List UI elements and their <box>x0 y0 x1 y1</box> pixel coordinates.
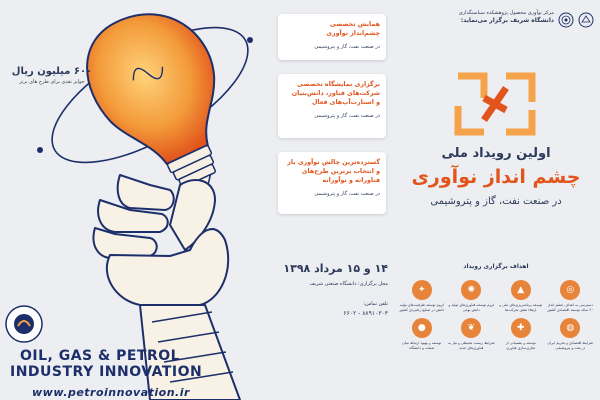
goal-item <box>497 318 545 350</box>
handshake-icon: ✚ <box>511 318 531 338</box>
goals-heading: اهداف برگزاری رویداد <box>463 263 529 270</box>
watermark-url[interactable]: www.petroinnovation.ir <box>32 386 190 399</box>
goal-item <box>497 280 545 312</box>
goal-text: دسترسی به اهداف چشم انداز ۲۰ ساله توسعه اقتصادی کشور <box>547 303 594 312</box>
bulb-icon: ✦ <box>412 280 432 300</box>
park-logo-icon <box>4 304 44 344</box>
goal-text: توسعه برنامه‌ریزی‌های ملی و ارتقاء نقش شرکت‌ها <box>499 303 543 312</box>
event-title-sub: در صنعت نفت، گاز و پتروشیمی <box>430 196 562 207</box>
card-title: گسترده‌ترین چالش نوآوری باز و انتخاب برترین طرح‌های فناورانه و نوآورانه <box>287 159 380 184</box>
goal-text: شرایط زیست محیطی و نیاز به فناوری‌های جدید <box>448 341 495 350</box>
event-date: ۱۴ و ۱۵ مرداد ۱۳۹۸ <box>283 262 388 275</box>
goal-text: توسعه و بهبود ارتباط میان صنعت و دانشگاه <box>402 341 442 350</box>
goals-grid <box>398 280 594 350</box>
prize-block <box>6 66 98 85</box>
watermark <box>0 300 240 400</box>
date-block <box>278 262 388 317</box>
organizer <box>414 10 554 25</box>
chart-icon: ▲ <box>511 280 531 300</box>
goal-item <box>547 280 595 312</box>
prize-subtitle: جوایز نقدی برای طرح های برتر <box>19 79 85 85</box>
goal-item <box>398 280 446 312</box>
event-venue: محل برگزاری: دانشگاه صنعتی شریف <box>309 281 388 287</box>
card-challenge <box>278 152 386 214</box>
card-title: همایش تخصصی چشم‌انداز نوآوری <box>326 21 380 37</box>
card-title: برگزاری نمایشگاه تخصصی شرکت‌های فناور، دانش‌بنیان و استارت‌آپ‌های فعال <box>291 81 380 106</box>
goal-item <box>547 318 595 350</box>
university-logo-icon <box>558 12 574 28</box>
card-conference <box>278 14 386 60</box>
organizer-line1: مرکز نوآوری محصول پژوهشکده سیاستگذاری <box>458 10 554 16</box>
event-title-line1: اولین رویداد ملی <box>441 146 551 161</box>
goal-text: لزوم توسعه فناوری‌های تولید و دانش بومی <box>448 303 495 312</box>
program-cards <box>278 14 386 228</box>
card-exhibition <box>278 74 386 138</box>
goal-text: شرایط اقتصادی و تحریم ایران در نفت و پتروشیمی <box>547 341 593 350</box>
goal-item <box>398 318 446 350</box>
globe-icon: ◍ <box>560 318 580 338</box>
watermark-line2: INDUSTRY INNOVATION <box>10 364 203 380</box>
card-subtitle: در صنعت نفت، گاز و پتروشیمی <box>314 44 380 50</box>
event-title-main: چشم انداز نوآوری <box>411 166 581 188</box>
institute-logo-icon <box>578 12 594 28</box>
leaf-icon: ❦ <box>461 318 481 338</box>
watermark-line1: OIL, GAS & PETROL <box>20 348 181 364</box>
card-subtitle: در صنعت نفت، گاز و پتروشیمی <box>314 113 380 119</box>
goal-item <box>448 280 496 312</box>
gear-icon: ✺ <box>461 280 481 300</box>
phone-number: ۶۶۰۲ - ۸۸۹۱۰۳۰۳ <box>343 310 388 317</box>
organizer-line2: دانشگاه شریف برگزار می‌نماید: <box>460 17 554 24</box>
card-subtitle: در صنعت نفت، گاز و پتروشیمی <box>314 191 380 197</box>
goal-text: توسعه و پشتیبانی از تجاری‌سازی فناوری <box>505 341 536 350</box>
right-panel <box>392 0 600 400</box>
goal-item <box>448 318 496 350</box>
prize-amount: ۶۰۰ میلیون ریال <box>11 66 93 77</box>
event-logo-icon <box>452 68 538 140</box>
target-icon: ◎ <box>560 280 580 300</box>
phone-label: تلفن تماس: <box>363 301 388 307</box>
people-icon: ● <box>412 318 432 338</box>
goal-text: لزوم توسعه ظرفیت‌های تولید دانش در صنایع راهبردی کشور <box>399 303 445 312</box>
